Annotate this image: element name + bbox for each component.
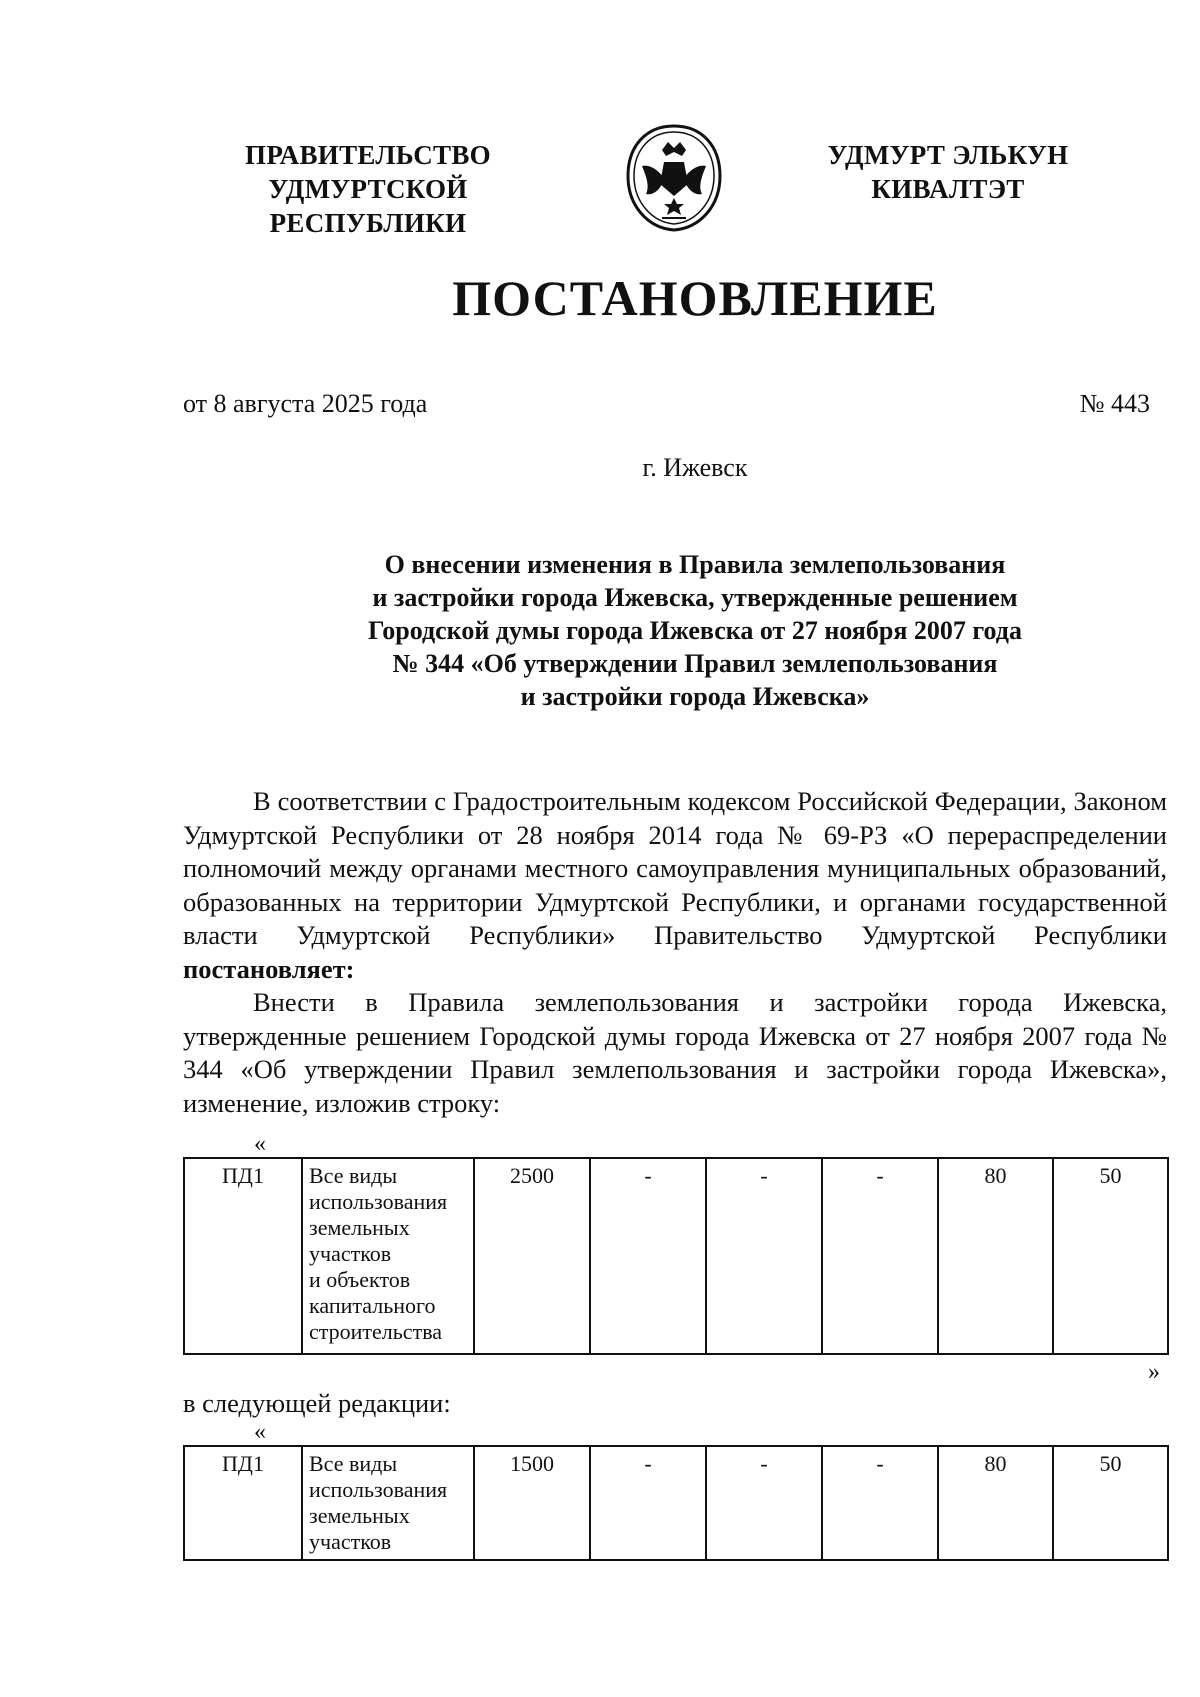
title-line-3: Городской думы города Ижевска от 27 ноября 2007 года [368, 616, 1022, 645]
value-cell: 80 [938, 1158, 1053, 1354]
desc-line: использования [309, 1189, 448, 1214]
value-cell: - [822, 1446, 938, 1560]
value-cell: 50 [1053, 1158, 1168, 1354]
value-cell: - [590, 1158, 706, 1354]
title-line-2: и застройки города Ижевска, утвержденные решением [372, 583, 1018, 612]
value-cell: - [706, 1446, 822, 1560]
coat-of-arms-icon [624, 122, 724, 234]
issuer-udmurt-line-1: УДМУРТ ЭЛЬКУН [827, 140, 1069, 170]
desc-line: Все виды [309, 1163, 398, 1188]
title-line-5: и застройки города Ижевска» [520, 682, 870, 711]
zone-code-cell: ПД1 [184, 1158, 302, 1354]
issuer-name-russian [168, 138, 568, 240]
quote-open-old: « [254, 1131, 266, 1157]
document-number: № 443 [1079, 389, 1150, 418]
document-type-heading: ПОСТАНОВЛЕНИЕ [452, 270, 938, 326]
value-cell: - [590, 1446, 706, 1560]
document-body [183, 785, 1167, 1120]
issuer-name-udmurt [798, 138, 1098, 206]
table-row [184, 1446, 1168, 1560]
area-cell: 2500 [474, 1158, 590, 1354]
usage-description-cell [302, 1446, 474, 1560]
desc-line: участков [309, 1241, 392, 1266]
quote-open-new: « [254, 1419, 266, 1445]
preamble-paragraph [183, 785, 1167, 986]
document-title [220, 548, 1170, 713]
issuer-line-2: УДМУРТСКОЙ РЕСПУБЛИКИ [268, 174, 468, 238]
value-cell: 80 [938, 1446, 1053, 1560]
desc-line: Все виды [309, 1451, 398, 1476]
amendment-text: Внести в Правила землепользования и застройки города Ижевска, утвержденные решением Городской думы города Ижевска от 27 ноября 2007 года № 344 «Об утверждении Правил землепользования и застройки города Ижевска», изменение, изложив строку: [183, 987, 1167, 1118]
table-row [184, 1158, 1168, 1354]
issuer-udmurt-line-2: КИВАЛТЭТ [871, 174, 1025, 204]
quote-close-old: » [1148, 1359, 1160, 1385]
value-cell: - [706, 1158, 822, 1354]
desc-line: земельных [309, 1503, 410, 1528]
decree-verb: постановляет: [183, 953, 355, 984]
new-row-table [183, 1445, 1169, 1561]
document-date: от 8 августа 2025 года [183, 389, 428, 418]
preamble-text: В соответствии с Градостроительным кодексом Российской Федерации, Законом Удмуртской Республики от 28 ноября 2014 года № 69-РЗ «О перераспределении полномочий между органами местного самоуправления муниципальных образований, образованных на территории Удмуртской Республики, и органами государственной власти Удмуртской Республики» Правительство Удмуртской Республики [183, 786, 1167, 950]
title-line-4: № 344 «Об утверждении Правил землепользования [392, 649, 998, 678]
desc-line: строительства [309, 1319, 443, 1344]
usage-description-cell [302, 1158, 474, 1354]
desc-line: капитального [309, 1293, 436, 1318]
document-city: г. Ижевск [642, 453, 748, 482]
follow-text: в следующей редакции: [183, 1388, 451, 1418]
zone-code-cell: ПД1 [184, 1446, 302, 1560]
title-line-1: О внесении изменения в Правила землепользования [384, 550, 1006, 579]
amendment-paragraph [183, 986, 1167, 1120]
desc-line: земельных [309, 1215, 410, 1240]
desc-line: и объектов [309, 1267, 411, 1292]
desc-line: участков [309, 1529, 392, 1554]
value-cell: 50 [1053, 1446, 1168, 1560]
value-cell: - [822, 1158, 938, 1354]
desc-line: использования [309, 1477, 448, 1502]
issuer-line-1: ПРАВИТЕЛЬСТВО [245, 140, 491, 170]
old-row-table [183, 1157, 1169, 1355]
area-cell: 1500 [474, 1446, 590, 1560]
